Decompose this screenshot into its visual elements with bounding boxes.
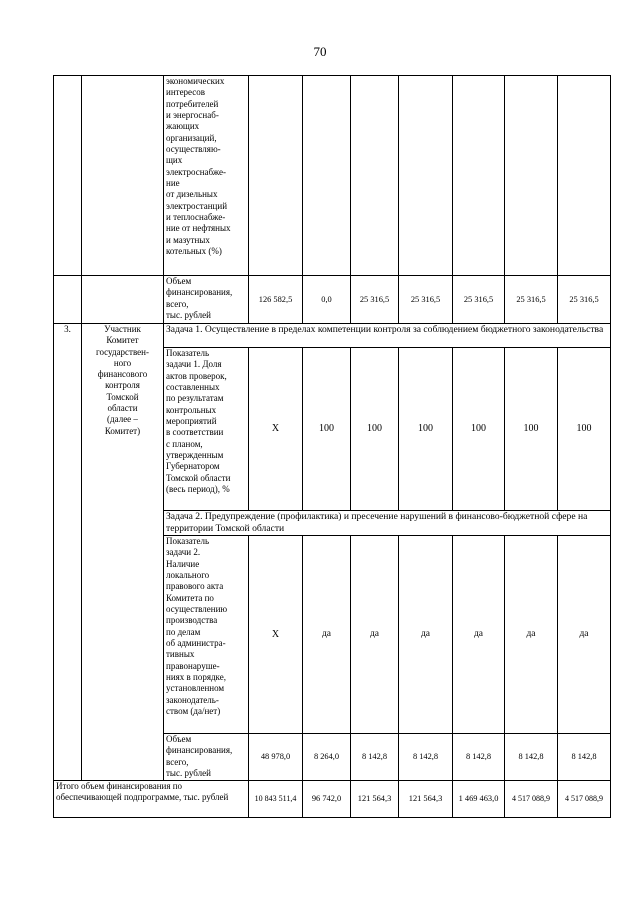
indicator-2-value: да xyxy=(303,536,351,734)
row-number: 3. xyxy=(54,324,82,781)
financing-value: 25 316,5 xyxy=(399,276,453,324)
indicator-2-value: да xyxy=(453,536,505,734)
indicator-2: Показатель задачи 2. Наличие локального правового акта Комитета по осуществлению производства по делам об администра- тивных правонаруше- ниях в порядке, установленном законодатель- ством (да/нет) xyxy=(164,536,249,734)
value-cell xyxy=(399,76,453,276)
indicator-1-value: 100 xyxy=(453,348,505,511)
total-value: 96 742,0 xyxy=(303,781,351,818)
financing-value: 8 142,8 xyxy=(351,734,399,781)
financing-value: 25 316,5 xyxy=(453,276,505,324)
page-number: 70 xyxy=(313,44,327,59)
indicator-2-value: Х xyxy=(249,536,303,734)
indicator-2-value: да xyxy=(505,536,558,734)
indicator-2-value: да xyxy=(558,536,611,734)
indicator-1-value: 100 xyxy=(505,348,558,511)
financing-value: 8 264,0 xyxy=(303,734,351,781)
participant-cell-empty xyxy=(82,276,164,324)
indicator-1-value: 100 xyxy=(558,348,611,511)
indicator-2-value: да xyxy=(399,536,453,734)
financing-value: 8 142,8 xyxy=(399,734,453,781)
participant-name: Участник Комитет государствен- ного финансового контроля Томской области (далее – Комитет) xyxy=(82,324,164,781)
financing-label: Объем финансирования, всего, тыс. рублей xyxy=(164,276,249,324)
indicator-1-value: 100 xyxy=(399,348,453,511)
financing-value: 25 316,5 xyxy=(351,276,399,324)
subprogram-table xyxy=(53,75,611,818)
value-cell xyxy=(453,76,505,276)
financing-value: 48 978,0 xyxy=(249,734,303,781)
value-cell xyxy=(558,76,611,276)
total-value: 10 843 511,4 xyxy=(249,781,303,818)
financing-value: 8 142,8 xyxy=(558,734,611,781)
indicator-1: Показатель задачи 1. Доля актов проверок, составленных по результатам контрольных мероприятий в соответствии с планом, утвержденным Губернатором Томской области (весь период), % xyxy=(164,348,249,511)
financing-value: 25 316,5 xyxy=(505,276,558,324)
number-cell-empty xyxy=(54,76,82,276)
indicator-1-value: Х xyxy=(249,348,303,511)
financing-value: 8 142,8 xyxy=(505,734,558,781)
total-value: 1 469 463,0 xyxy=(453,781,505,818)
indicator-1-value: 100 xyxy=(303,348,351,511)
financing-value: 126 582,5 xyxy=(249,276,303,324)
total-value: 4 517 088,9 xyxy=(505,781,558,818)
number-cell-empty xyxy=(54,276,82,324)
financing-value: 25 316,5 xyxy=(558,276,611,324)
total-value: 121 564,3 xyxy=(399,781,453,818)
value-cell xyxy=(505,76,558,276)
total-value: 4 517 088,9 xyxy=(558,781,611,818)
financing-label: Объем финансирования, всего, тыс. рублей xyxy=(164,734,249,781)
value-cell xyxy=(303,76,351,276)
indicator-2-value: да xyxy=(351,536,399,734)
indicator-1-value: 100 xyxy=(351,348,399,511)
financing-value: 0,0 xyxy=(303,276,351,324)
task-1-title: Задача 1. Осуществление в пределах компетенции контроля за соблюдением бюджетного законодательства xyxy=(164,324,611,348)
indicator-continuation: экономических интересов потребителей и энергоснаб- жающих организаций, осуществляю- щих электроснабже- ние от дизельных электростанций и теплоснабже- ние от нефтяных и мазутных котельных (%) xyxy=(164,76,249,276)
value-cell xyxy=(351,76,399,276)
participant-cell-empty xyxy=(82,76,164,276)
task-2-title: Задача 2. Предупреждение (профилактика) и пресечение нарушений в финансово-бюджетной сфере на территории Томской области xyxy=(164,511,611,536)
financing-value: 8 142,8 xyxy=(453,734,505,781)
total-value: 121 564,3 xyxy=(351,781,399,818)
value-cell xyxy=(249,76,303,276)
total-label: Итого объем финансирования по обеспечивающей подпрограмме, тыс. рублей xyxy=(54,781,249,818)
